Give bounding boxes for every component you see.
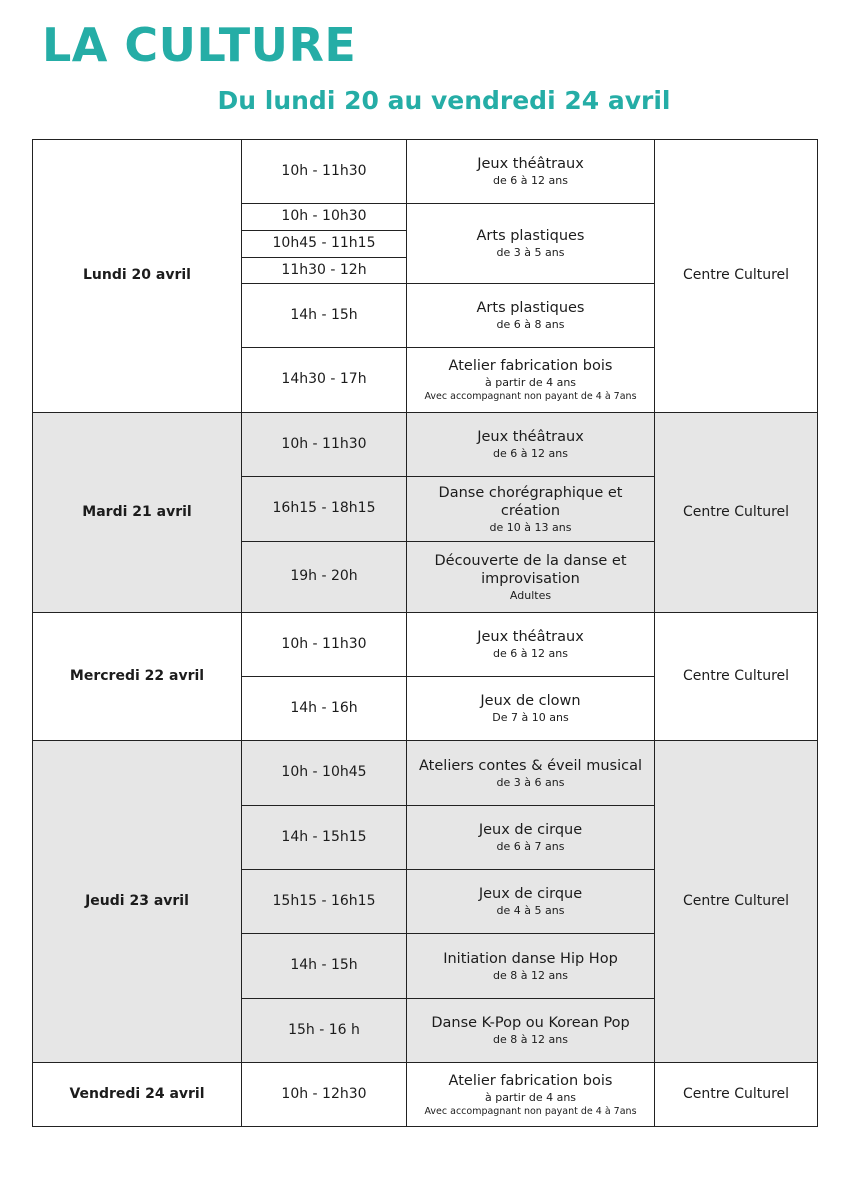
location-cell: Centre Culturel [655,613,818,741]
time-cell: 10h - 12h30 [242,1063,407,1127]
activity-title: Danse K-Pop ou Korean Pop [431,1015,630,1032]
activity-title: Jeux théâtraux [477,429,584,446]
activity-title: Jeux de cirque [478,886,583,903]
activity-title: Ateliers contes & éveil musical [419,757,642,774]
activity-cell [407,140,655,204]
activity-cell [407,870,655,934]
activity-cell [407,613,655,677]
activity-cell [407,284,655,348]
activity-title: Arts plastiques [476,228,585,245]
schedule-table [32,139,818,1127]
activity-title: Jeux de cirque [478,822,583,839]
activity-age: de 4 à 5 ans [496,904,565,918]
activity-age: à partir de 4 ans [484,1090,577,1104]
page-subtitle: Du lundi 20 au vendredi 24 avril [217,86,671,115]
activity-age: de 6 à 8 ans [496,318,565,332]
activity-cell [407,677,655,741]
activity-title: Initiation danse Hip Hop [443,950,618,967]
activity-age: Adultes [509,588,552,602]
time-cell: 14h30 - 17h [242,348,407,413]
activity-title: Découverte de la danse et improvisation [434,552,627,587]
day-label-mardi: Mardi 21 avril [33,413,242,613]
day-label-lundi: Lundi 20 avril [33,140,242,413]
time-cell: 10h - 11h30 [242,413,407,477]
time-cell: 10h - 11h30 [242,613,407,677]
time-cell: 10h - 10h30 [242,204,407,231]
activity-age: de 6 à 12 ans [493,647,568,661]
time-cell: 14h - 15h15 [242,806,407,870]
activity-title: Jeux théâtraux [477,629,584,646]
table-row [33,741,818,806]
location-cell: Centre Culturel [655,1063,818,1127]
activity-age: à partir de 4 ans [484,376,577,390]
time-cell: 16h15 - 18h15 [242,477,407,542]
day-label-mercredi: Mercredi 22 avril [33,613,242,741]
time-cell: 15h15 - 16h15 [242,870,407,934]
activity-cell [407,999,655,1063]
activity-title: Arts plastiques [476,300,585,317]
time-cell: 19h - 20h [242,542,407,613]
activity-title: Danse chorégraphique et création [438,484,623,519]
time-cell: 14h - 15h [242,934,407,999]
activity-title: Jeux théâtraux [477,156,584,173]
activity-note: Avec accompagnant non payant de 4 à 7ans [424,391,637,402]
activity-cell [407,934,655,999]
time-cell: 14h - 16h [242,677,407,741]
activity-cell [407,1063,655,1127]
activity-cell [407,542,655,613]
activity-age: de 6 à 12 ans [493,174,568,188]
table-row [33,613,818,677]
activity-cell [407,413,655,477]
page-title: LA CULTURE [42,18,357,72]
table-row [33,1063,818,1127]
activity-age: de 3 à 6 ans [496,775,565,789]
day-label-vendredi: Vendredi 24 avril [33,1063,242,1127]
activity-age: de 8 à 12 ans [493,968,568,982]
location-cell: Centre Culturel [655,140,818,413]
time-cell: 15h - 16 h [242,999,407,1063]
time-cell: 10h - 11h30 [242,140,407,204]
table-row [33,413,818,477]
activity-age: De 7 à 10 ans [492,711,569,725]
table-row [33,140,818,204]
activity-title: Jeux de clown [480,693,581,710]
activity-cell [407,477,655,542]
activity-age: de 10 à 13 ans [489,520,572,534]
activity-cell [407,741,655,806]
time-cell: 11h30 - 12h [242,258,407,284]
activity-title: Atelier fabrication bois [448,358,613,375]
activity-age: de 6 à 7 ans [496,840,565,854]
activity-cell [407,348,655,413]
activity-note: Avec accompagnant non payant de 4 à 7ans [424,1105,637,1117]
time-cell: 10h - 10h45 [242,741,407,806]
location-cell: Centre Culturel [655,413,818,613]
activity-age: de 3 à 5 ans [496,246,565,260]
activity-cell [407,806,655,870]
activity-title: Atelier fabrication bois [448,1072,613,1089]
time-cell: 10h45 - 11h15 [242,231,407,258]
day-label-jeudi: Jeudi 23 avril [33,741,242,1063]
activity-age: de 8 à 12 ans [493,1033,568,1047]
time-cell: 14h - 15h [242,284,407,348]
activity-cell [407,204,655,284]
activity-age: de 6 à 12 ans [493,447,568,461]
location-cell: Centre Culturel [655,741,818,1063]
